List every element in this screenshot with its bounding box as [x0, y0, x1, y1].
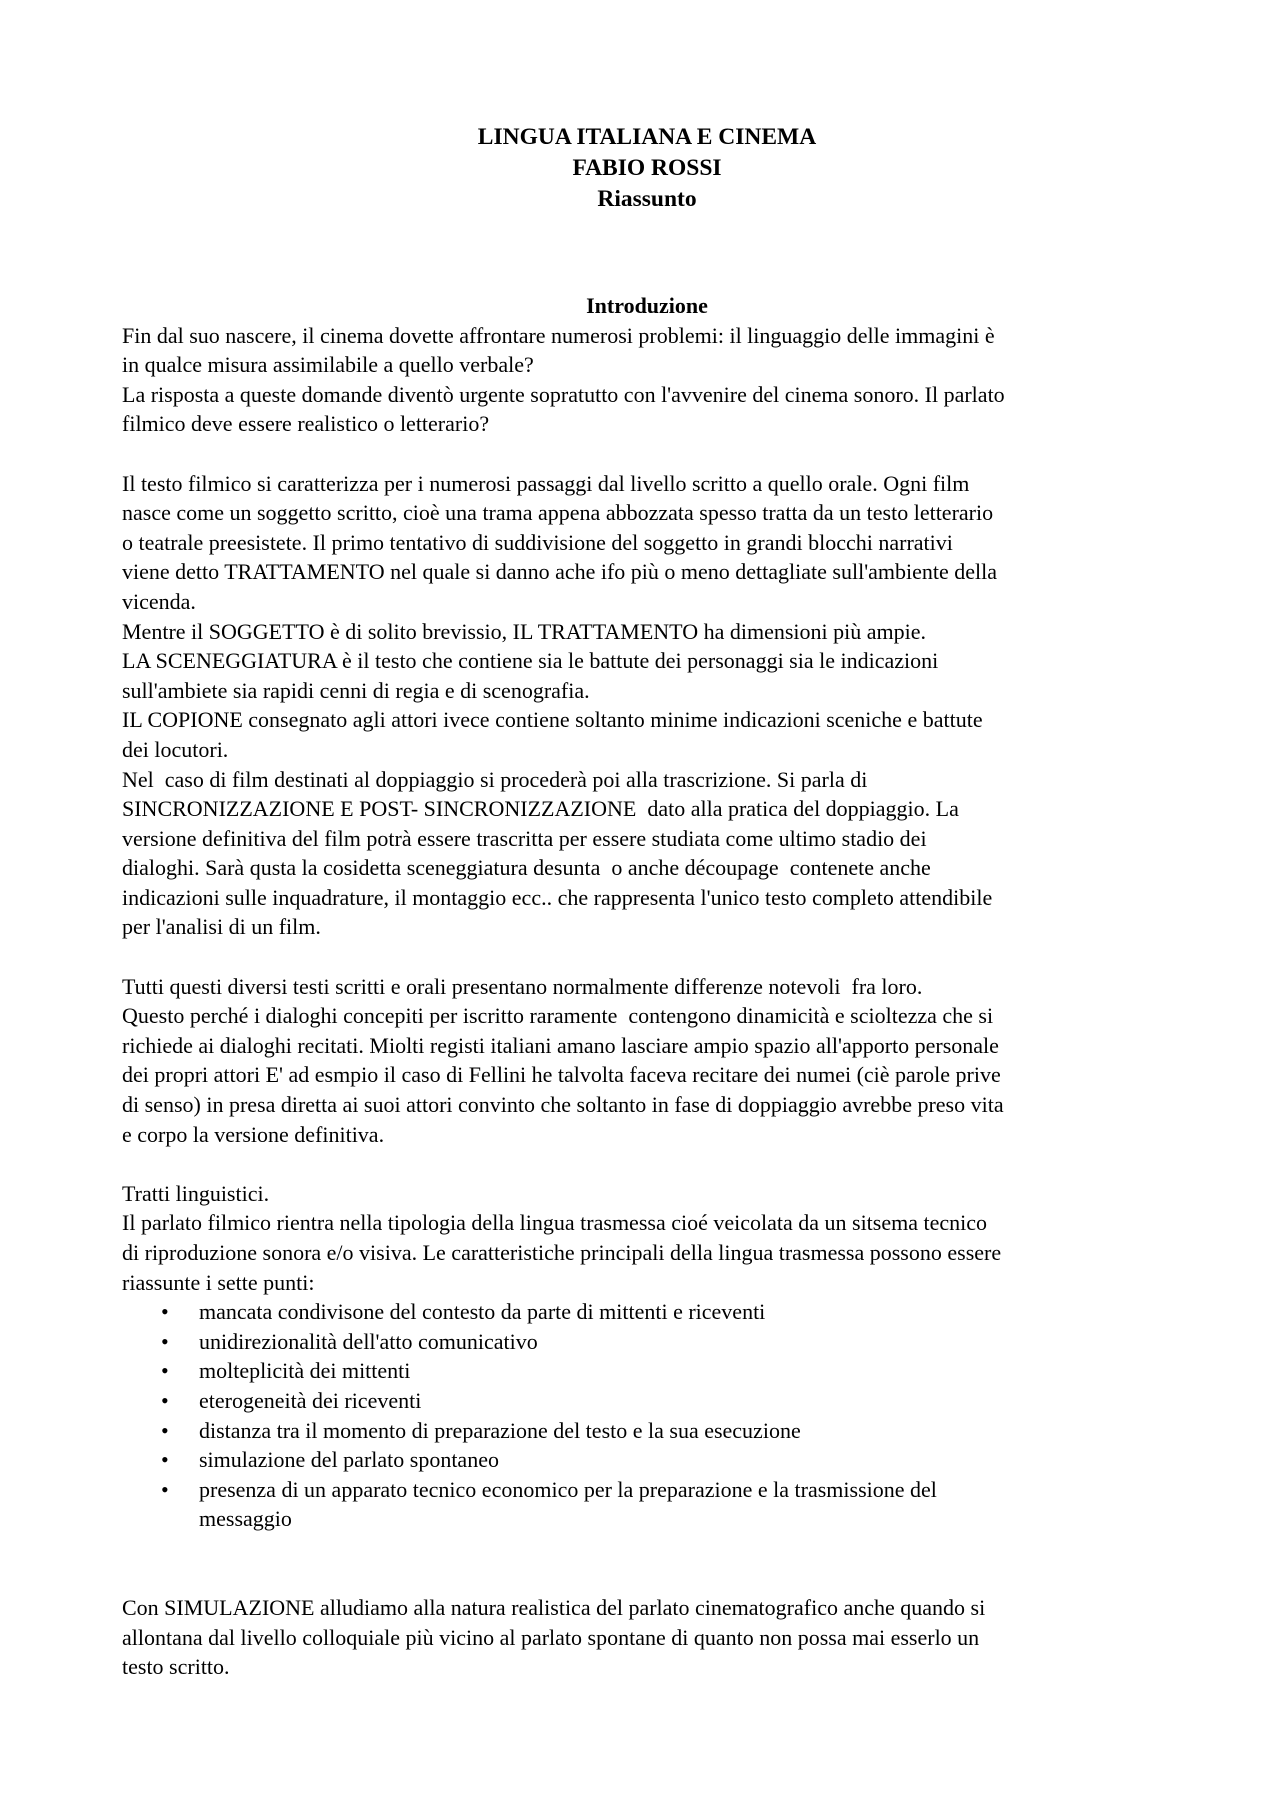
title-line: LINGUA ITALIANA E CINEMA: [477, 124, 817, 150]
tratti-intro: [122, 1208, 1172, 1297]
document-page: [122, 122, 1172, 1682]
text-line: dialoghi. Sarà qusta la cosidetta sceneggiatura desunta o anche découpage contenete anche: [122, 855, 931, 881]
body-paragraph-2: [122, 617, 1172, 647]
closing-paragraph: [122, 1593, 1172, 1682]
text-line: di riproduzione sonora e/o visiva. Le caratteristiche principali della lingua trasmessa possono essere: [122, 1240, 1002, 1265]
body-paragraph-4: [122, 705, 1172, 764]
subtitle-line: Riassunto: [597, 186, 697, 212]
text-line: La risposta a queste domande diventò urgente sopratutto con l'avvenire del cinema sonoro. Il parlato: [122, 381, 1005, 407]
bullet-icon: •: [161, 1328, 169, 1354]
intro-section: [122, 321, 1172, 439]
text-line: dei locutori.: [122, 736, 229, 762]
text-line: Il parlato filmico rientra nella tipologia della lingua trasmessa cioé veicolata da un sitsema tecnico: [122, 1210, 988, 1236]
text-line: richiede ai dialoghi recitati. Miolti registi italiani amano lasciare ampio spazio all'apporto personale: [122, 1032, 999, 1058]
text-line: di senso) in presa diretta ai suoi attori convinto che soltanto in fase di doppiaggio avrebbe preso vita: [122, 1092, 1004, 1118]
text-line: testo scritto.: [122, 1654, 230, 1680]
body-paragraph-1: [122, 972, 1172, 1002]
text-line: Il testo filmico si caratterizza per i numerosi passaggi dal livello scritto a quello orale. Ogni film: [122, 470, 970, 496]
text-line: LA SCENEGGIATURA è il testo che contiene sia le battute dei personaggi sia le indicazioni: [122, 648, 939, 674]
text-line: allontana dal livello colloquiale più vicino al parlato spontane di quanto non possa mai esserlo un: [122, 1624, 980, 1650]
body-paragraph-5: [122, 765, 1172, 943]
intro-heading: Introduzione: [586, 293, 708, 318]
bullet-item: [122, 1327, 1172, 1357]
bullet-text: presenza di un apparato tecnico economico per la preparazione e la trasmissione del: [199, 1476, 937, 1502]
bullet-icon: •: [161, 1358, 169, 1384]
bullet-text: distanza tra il momento di preparazione del testo e la sua esecuzione: [199, 1417, 801, 1443]
bullet-icon: •: [161, 1476, 169, 1502]
bullet-item: [122, 1475, 1172, 1534]
bullet-icon: •: [161, 1417, 169, 1443]
text-line: Fin dal suo nascere, il cinema dovette affrontare numerosi problemi: il linguaggio delle immagini è: [122, 322, 995, 348]
bullet-item: [122, 1445, 1172, 1475]
body-section-2: [122, 972, 1172, 1150]
body-paragraph-2: [122, 1001, 1172, 1149]
bullet-text: eterogeneità dei riceventi: [199, 1387, 422, 1413]
bullet-item: [122, 1386, 1172, 1416]
text-line: Questo perché i dialoghi concepiti per iscritto raramente contengono dinamicità e scioltezza che si: [122, 1003, 994, 1029]
text-line: Con SIMULAZIONE alludiamo alla natura realistica del parlato cinematografico anche quando si: [122, 1595, 986, 1621]
tratti-heading: Tratti linguistici.: [122, 1180, 270, 1206]
text-line: o teatrale preesistete. Il primo tentativo di suddivisione del soggetto in grandi blocchi narrativi: [122, 529, 953, 555]
body-paragraph-1: [122, 469, 1172, 617]
intro-paragraph-2: [122, 380, 1172, 439]
text-line: versione definitiva del film potrà essere trascritta per essere studiata come ultimo stadio dei: [122, 825, 927, 851]
text-line: filmico deve essere realistico o letterario?: [122, 411, 490, 437]
text-line: Mentre il SOGGETTO è di solito brevissio, IL TRATTAMENTO ha dimensioni più ampie.: [122, 618, 927, 644]
bullet-icon: •: [161, 1387, 169, 1413]
text-line: indicazioni sulle inquadrature, il montaggio ecc.. che rappresenta l'unico testo completo attendibile: [122, 884, 993, 910]
bullet-list: [122, 1297, 1172, 1534]
document-title: [122, 122, 1172, 215]
bullet-text: messaggio: [199, 1506, 292, 1532]
text-line: riassunte i sette punti:: [122, 1269, 315, 1295]
text-line: Tutti questi diversi testi scritti e orali presentano normalmente differenze notevoli fra loro.: [122, 973, 923, 999]
text-line: viene detto TRATTAMENTO nel quale si danno ache ifo più o meno dettagliate sull'ambiente della: [122, 559, 998, 585]
text-line: e corpo la versione definitiva.: [122, 1121, 385, 1147]
text-line: dei propri attori E' ad esmpio il caso di Fellini he talvolta faceva recitare dei numei (ciè parole prive: [122, 1062, 1001, 1088]
text-line: vicenda.: [122, 588, 196, 614]
text-line: sull'ambiete sia rapidi cenni di regia e di scenografia.: [122, 677, 590, 703]
bullet-text: molteplicità dei mittenti: [199, 1358, 411, 1384]
bullet-text: unidirezionalità dell'atto comunicativo: [199, 1328, 538, 1354]
author-line: FABIO ROSSI: [572, 155, 722, 181]
bullet-icon: •: [161, 1299, 169, 1325]
intro-paragraph-1: [122, 321, 1172, 380]
text-line: SINCRONIZZAZIONE E POST- SINCRONIZZAZIONE dato alla pratica del doppiaggio. La: [122, 796, 959, 822]
bullet-item: [122, 1356, 1172, 1386]
text-line: in qualce misura assimilabile a quello verbale?: [122, 352, 534, 378]
bullet-text: mancata condivisone del contesto da parte di mittenti e riceventi: [199, 1299, 766, 1325]
text-line: per l'analisi di un film.: [122, 914, 321, 940]
bullet-item: [122, 1416, 1172, 1446]
body-section-1: [122, 469, 1172, 943]
body-paragraph-3: [122, 646, 1172, 705]
text-line: IL COPIONE consegnato agli attori ivece contiene soltanto minime indicazioni sceniche e battute: [122, 707, 983, 733]
bullet-item: [122, 1297, 1172, 1327]
bullet-icon: •: [161, 1447, 169, 1473]
bullet-text: simulazione del parlato spontaneo: [199, 1447, 499, 1473]
text-line: Nel caso di film destinati al doppiaggio si procederà poi alla trascrizione. Si parla di: [122, 766, 868, 792]
text-line: nasce come un soggetto scritto, cioè una trama appena abbozzata spesso tratta da un testo letterario: [122, 500, 994, 526]
